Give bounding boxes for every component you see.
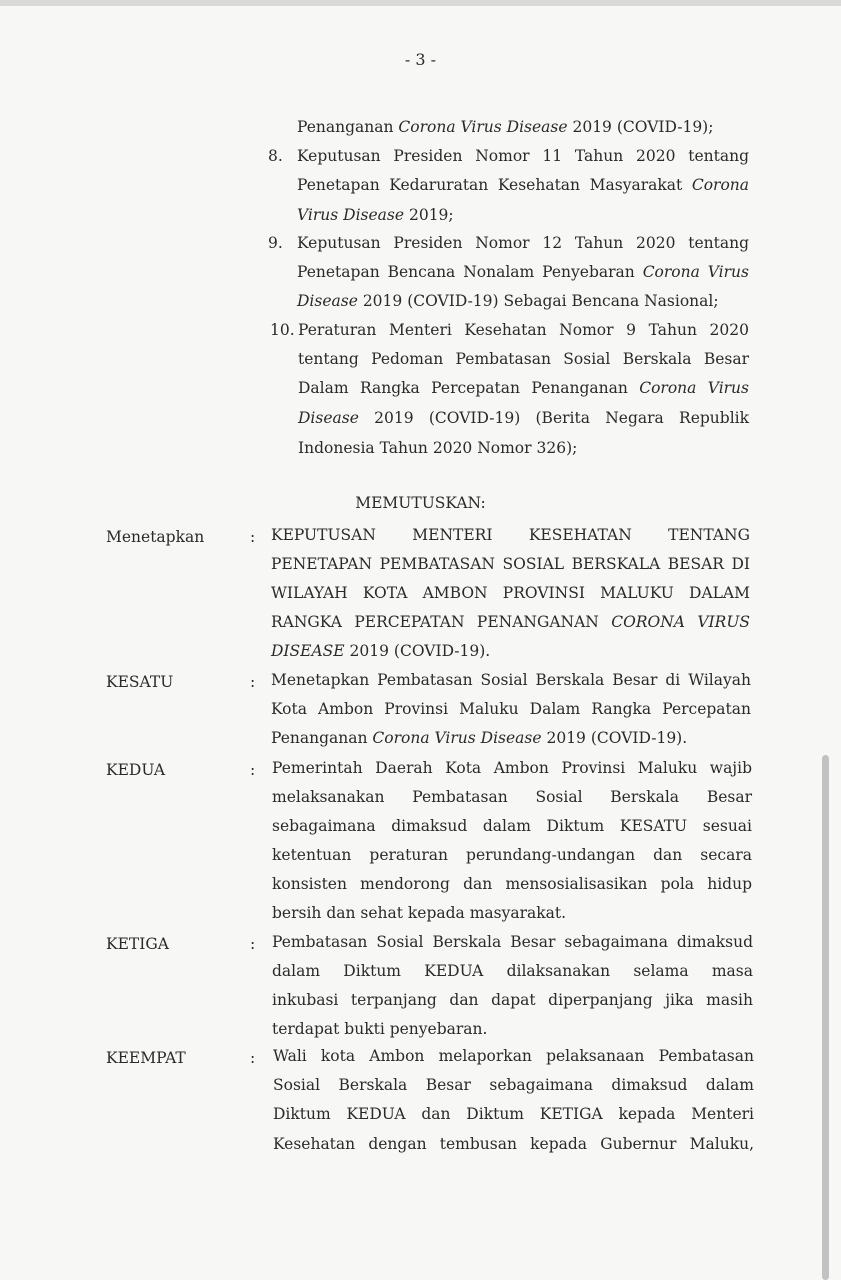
colon-keempat: : — [250, 1049, 256, 1067]
kedua-line5: konsisten mendorong dan mensosialisasikan pola hidup — [272, 875, 752, 893]
item10-line2: tentang Pedoman Pembatasan Sosial Berskala Besar — [298, 350, 749, 368]
top-edge — [0, 0, 841, 6]
colon-ketiga: : — [250, 935, 256, 953]
label-ketiga: KETIGA — [106, 935, 169, 953]
keempat-line4: Kesehatan dengan tembusan kepada Gubernur Maluku, — [273, 1135, 754, 1153]
menetapkan-line4: RANGKA PERCEPATAN PENANGANAN CORONA VIRUS — [271, 613, 750, 631]
kedua-line6: bersih dan sehat kepada masyarakat. — [272, 904, 567, 922]
label-kedua: KEDUA — [106, 761, 166, 779]
item10-line1: Peraturan Menteri Kesehatan Nomor 9 Tahun 2020 — [298, 321, 749, 339]
page-number: - 3 - — [404, 50, 437, 69]
kedua-line2: melaksanakan Pembatasan Sosial Berskala Besar — [272, 788, 752, 806]
kedua-line3: sebagaimana dimaksud dalam Diktum KESATU sesuai — [272, 817, 752, 835]
ketiga-line2: dalam Diktum KEDUA dilaksanakan selama masa — [272, 962, 753, 980]
kesatu-line1: Menetapkan Pembatasan Sosial Berskala Besar di Wilayah — [271, 671, 751, 689]
kesatu-line2: Kota Ambon Provinsi Maluku Dalam Rangka Percepatan — [271, 700, 751, 718]
item10-line4: Disease 2019 (COVID-19) (Berita Negara Republik — [298, 409, 749, 427]
kedua-line4: ketentuan peraturan perundang-undangan dan secara — [272, 846, 752, 864]
ketiga-line3: inkubasi terpanjang dan dapat diperpanjang jika masih — [272, 991, 753, 1009]
item8-line1: Keputusan Presiden Nomor 11 Tahun 2020 tentang — [297, 147, 749, 165]
item8-number: 8. — [268, 147, 283, 165]
kedua-line1: Pemerintah Daerah Kota Ambon Provinsi Maluku wajib — [272, 759, 752, 777]
menetapkan-line5: DISEASE 2019 (COVID-19). — [271, 642, 491, 660]
item9-number: 9. — [268, 234, 283, 252]
ketiga-line1: Pembatasan Sosial Berskala Besar sebagaimana dimaksud — [272, 933, 753, 951]
label-keempat: KEEMPAT — [106, 1049, 186, 1067]
label-menetapkan: Menetapkan — [106, 528, 205, 546]
colon-menetapkan: : — [250, 528, 256, 546]
label-kesatu: KESATU — [106, 673, 174, 691]
ketiga-line4: terdapat bukti penyebaran. — [272, 1020, 488, 1038]
decision-heading: MEMUTUSKAN: — [355, 494, 486, 512]
item7-line1: Penanganan Corona Virus Disease 2019 (COVID-19); — [297, 118, 714, 136]
item10-line5: Indonesia Tahun 2020 Nomor 326); — [298, 439, 578, 457]
item10-number: 10. — [270, 321, 295, 339]
item9-line3: Disease 2019 (COVID-19) Sebagai Bencana Nasional; — [297, 292, 719, 310]
item8-line2: Penetapan Kedaruratan Kesehatan Masyarakat Corona — [297, 176, 749, 194]
keempat-line3: Diktum KEDUA dan Diktum KETIGA kepada Menteri — [273, 1105, 754, 1123]
item9-line1: Keputusan Presiden Nomor 12 Tahun 2020 tentang — [297, 234, 749, 252]
item8-line3: Virus Disease 2019; — [297, 206, 454, 224]
menetapkan-line2: PENETAPAN PEMBATASAN SOSIAL BERSKALA BESAR DI — [271, 555, 750, 573]
kesatu-line3: Penanganan Corona Virus Disease 2019 (COVID-19). — [271, 729, 688, 747]
item9-line2: Penetapan Bencana Nonalam Penyebaran Corona Virus — [297, 263, 749, 281]
menetapkan-line1: KEPUTUSAN MENTERI KESEHATAN TENTANG — [271, 526, 750, 544]
item10-line3: Dalam Rangka Percepatan Penanganan Corona Virus — [298, 379, 749, 397]
menetapkan-line3: WILAYAH KOTA AMBON PROVINSI MALUKU DALAM — [271, 584, 750, 602]
keempat-line2: Sosial Berskala Besar sebagaimana dimaksud dalam — [273, 1076, 754, 1094]
colon-kedua: : — [250, 761, 256, 779]
keempat-line1: Wali kota Ambon melaporkan pelaksanaan Pembatasan — [273, 1047, 754, 1065]
vertical-scrollbar[interactable] — [822, 755, 829, 1280]
colon-kesatu: : — [250, 673, 256, 691]
